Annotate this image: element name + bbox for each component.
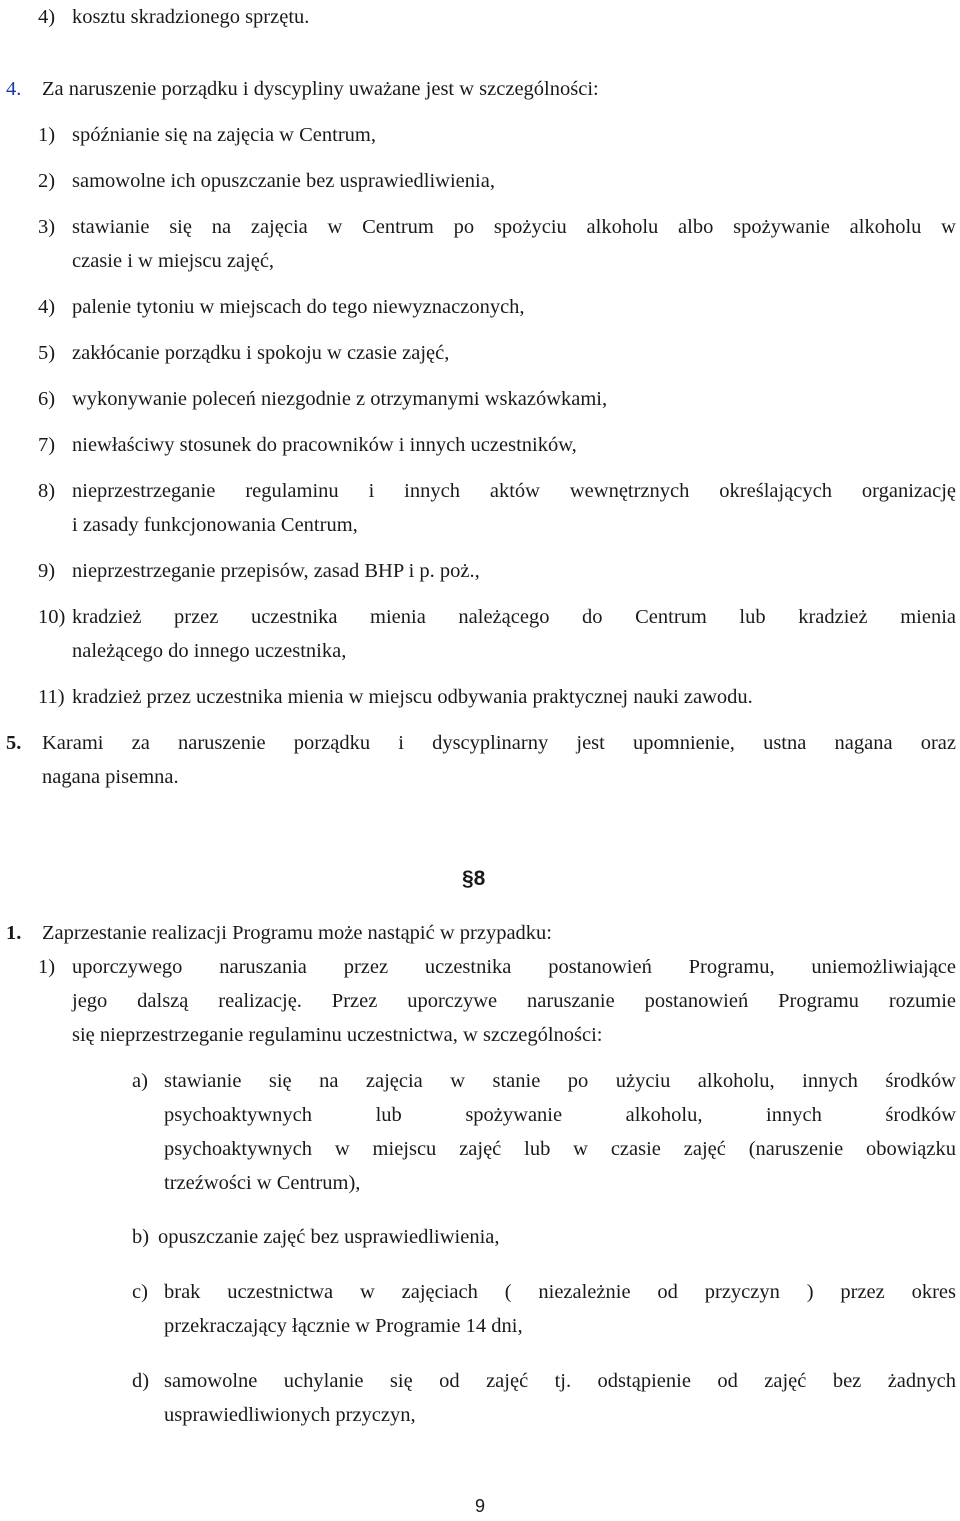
list-number: 6) bbox=[38, 388, 56, 410]
paragraph-text: nagana pisemna. bbox=[42, 766, 179, 788]
sub-list-text: samowolne uchylanie się od zajęć tj. odstąpienie od zajęć bez żadnych bbox=[164, 1370, 956, 1392]
list-number: 7) bbox=[38, 434, 56, 456]
list-number: 5) bbox=[38, 342, 56, 364]
list-item bbox=[0, 164, 960, 198]
section-mark: §8 bbox=[462, 867, 486, 890]
list-item bbox=[0, 290, 960, 324]
list-text: kradzież przez uczestnika mienia należącego do Centrum lub kradzież mienia bbox=[72, 606, 956, 628]
sub-list-item-continuation bbox=[0, 1166, 960, 1200]
list-text: niewłaściwy stosunek do pracowników i innych uczestników, bbox=[72, 434, 577, 456]
sub-list-letter: c) bbox=[132, 1281, 148, 1303]
paragraph-heading bbox=[0, 726, 960, 760]
list-item bbox=[0, 382, 960, 416]
paragraph-text: Karami za naruszenie porządku i dyscyplinarny jest upomnienie, ustna nagana oraz bbox=[42, 732, 956, 754]
list-number: 9) bbox=[38, 560, 56, 582]
list-item bbox=[0, 210, 960, 244]
sub-list-item-continuation bbox=[0, 1309, 960, 1343]
list-text: należącego do innego uczestnika, bbox=[72, 640, 347, 662]
list-text: nieprzestrzeganie regulaminu i innych aktów wewnętrznych określających organizację bbox=[72, 480, 956, 502]
list-number: 4) bbox=[38, 6, 56, 28]
paragraph-heading bbox=[0, 916, 960, 950]
list-item bbox=[0, 0, 960, 34]
sub-list-item-continuation bbox=[0, 1132, 960, 1166]
paragraph-number: 4. bbox=[6, 78, 22, 100]
sub-list-letter: b) bbox=[132, 1226, 150, 1248]
list-text: kradzież przez uczestnika mienia w miejscu odbywania praktycznej nauki zawodu. bbox=[72, 686, 753, 708]
sub-list-item bbox=[0, 1064, 960, 1098]
list-text: spóźnianie się na zajęcia w Centrum, bbox=[72, 124, 376, 146]
list-text: wykonywanie poleceń niezgodnie z otrzymanymi wskazówkami, bbox=[72, 388, 608, 410]
paragraph-number: 1. bbox=[6, 922, 22, 944]
list-number: 11) bbox=[38, 686, 65, 708]
sub-list-item-continuation bbox=[0, 1098, 960, 1132]
page-number: 9 bbox=[474, 1496, 485, 1516]
list-text: samowolne ich opuszczanie bez usprawiedliwienia, bbox=[72, 170, 495, 192]
list-text: stawianie się na zajęcia w Centrum po spożyciu alkoholu albo spożywanie alkoholu w bbox=[72, 216, 956, 238]
list-item bbox=[0, 428, 960, 462]
list-number: 3) bbox=[38, 216, 56, 238]
list-number: 1) bbox=[38, 124, 56, 146]
list-item bbox=[0, 554, 960, 588]
list-number: 4) bbox=[38, 296, 56, 318]
sub-list-text: usprawiedliwionych przyczyn, bbox=[164, 1404, 416, 1426]
list-text: palenie tytoniu w miejscach do tego niewyznaczonych, bbox=[72, 296, 525, 318]
list-item-continuation bbox=[0, 244, 960, 278]
list-number: 10) bbox=[38, 606, 66, 628]
sub-list-letter: d) bbox=[132, 1370, 150, 1392]
paragraph-heading bbox=[0, 72, 960, 106]
list-text: kosztu skradzionego sprzętu. bbox=[72, 6, 310, 28]
list-item bbox=[0, 680, 960, 714]
list-text: jego dalszą realizację. Przez uporczywe naruszanie postanowień Programu rozumie bbox=[72, 990, 956, 1012]
paragraph-continuation bbox=[0, 760, 960, 794]
list-item-continuation bbox=[0, 984, 960, 1018]
list-item bbox=[0, 600, 960, 634]
list-number: 2) bbox=[38, 170, 56, 192]
list-number: 8) bbox=[38, 480, 56, 502]
sub-list-item bbox=[0, 1220, 960, 1254]
list-item-continuation bbox=[0, 1018, 960, 1052]
list-item bbox=[0, 950, 960, 984]
sub-list-item bbox=[0, 1364, 960, 1398]
list-item-continuation bbox=[0, 508, 960, 542]
list-text: i zasady funkcjonowania Centrum, bbox=[72, 514, 358, 536]
sub-list-text: psychoaktywnych lub spożywanie alkoholu, innych środków bbox=[164, 1104, 956, 1126]
sub-list-item-continuation bbox=[0, 1398, 960, 1432]
list-number: 1) bbox=[38, 956, 56, 978]
list-item bbox=[0, 118, 960, 152]
sub-list-text: psychoaktywnych w miejscu zajęć lub w czasie zajęć (naruszenie obowiązku bbox=[164, 1138, 956, 1160]
sub-list-text: stawianie się na zajęcia w stanie po użyciu alkoholu, innych środków bbox=[164, 1070, 956, 1092]
list-item bbox=[0, 336, 960, 370]
sub-list-text: przekraczający łącznie w Programie 14 dni, bbox=[164, 1315, 523, 1337]
list-text: zakłócanie porządku i spokoju w czasie zajęć, bbox=[72, 342, 450, 364]
sub-list-text: brak uczestnictwa w zajęciach ( niezależnie od przyczyn ) przez okres bbox=[164, 1281, 956, 1303]
list-text: czasie i w miejscu zajęć, bbox=[72, 250, 275, 272]
list-text: nieprzestrzeganie przepisów, zasad BHP i p. poż., bbox=[72, 560, 480, 582]
paragraph-text: Za naruszenie porządku i dyscypliny uważane jest w szczególności: bbox=[42, 78, 599, 100]
sub-list-text: trzeźwości w Centrum), bbox=[164, 1172, 361, 1194]
list-text: się nieprzestrzeganie regulaminu uczestnictwa, w szczególności: bbox=[72, 1024, 603, 1046]
list-text: uporczywego naruszania przez uczestnika postanowień Programu, uniemożliwiające bbox=[72, 956, 956, 978]
list-item bbox=[0, 474, 960, 508]
paragraph-text: Zaprzestanie realizacji Programu może nastąpić w przypadku: bbox=[42, 922, 552, 944]
sub-list-text: opuszczanie zajęć bez usprawiedliwienia, bbox=[158, 1226, 500, 1248]
list-item-continuation bbox=[0, 634, 960, 668]
paragraph-number: 5. bbox=[6, 732, 22, 754]
sub-list-item bbox=[0, 1275, 960, 1309]
sub-list-letter: a) bbox=[132, 1070, 148, 1092]
